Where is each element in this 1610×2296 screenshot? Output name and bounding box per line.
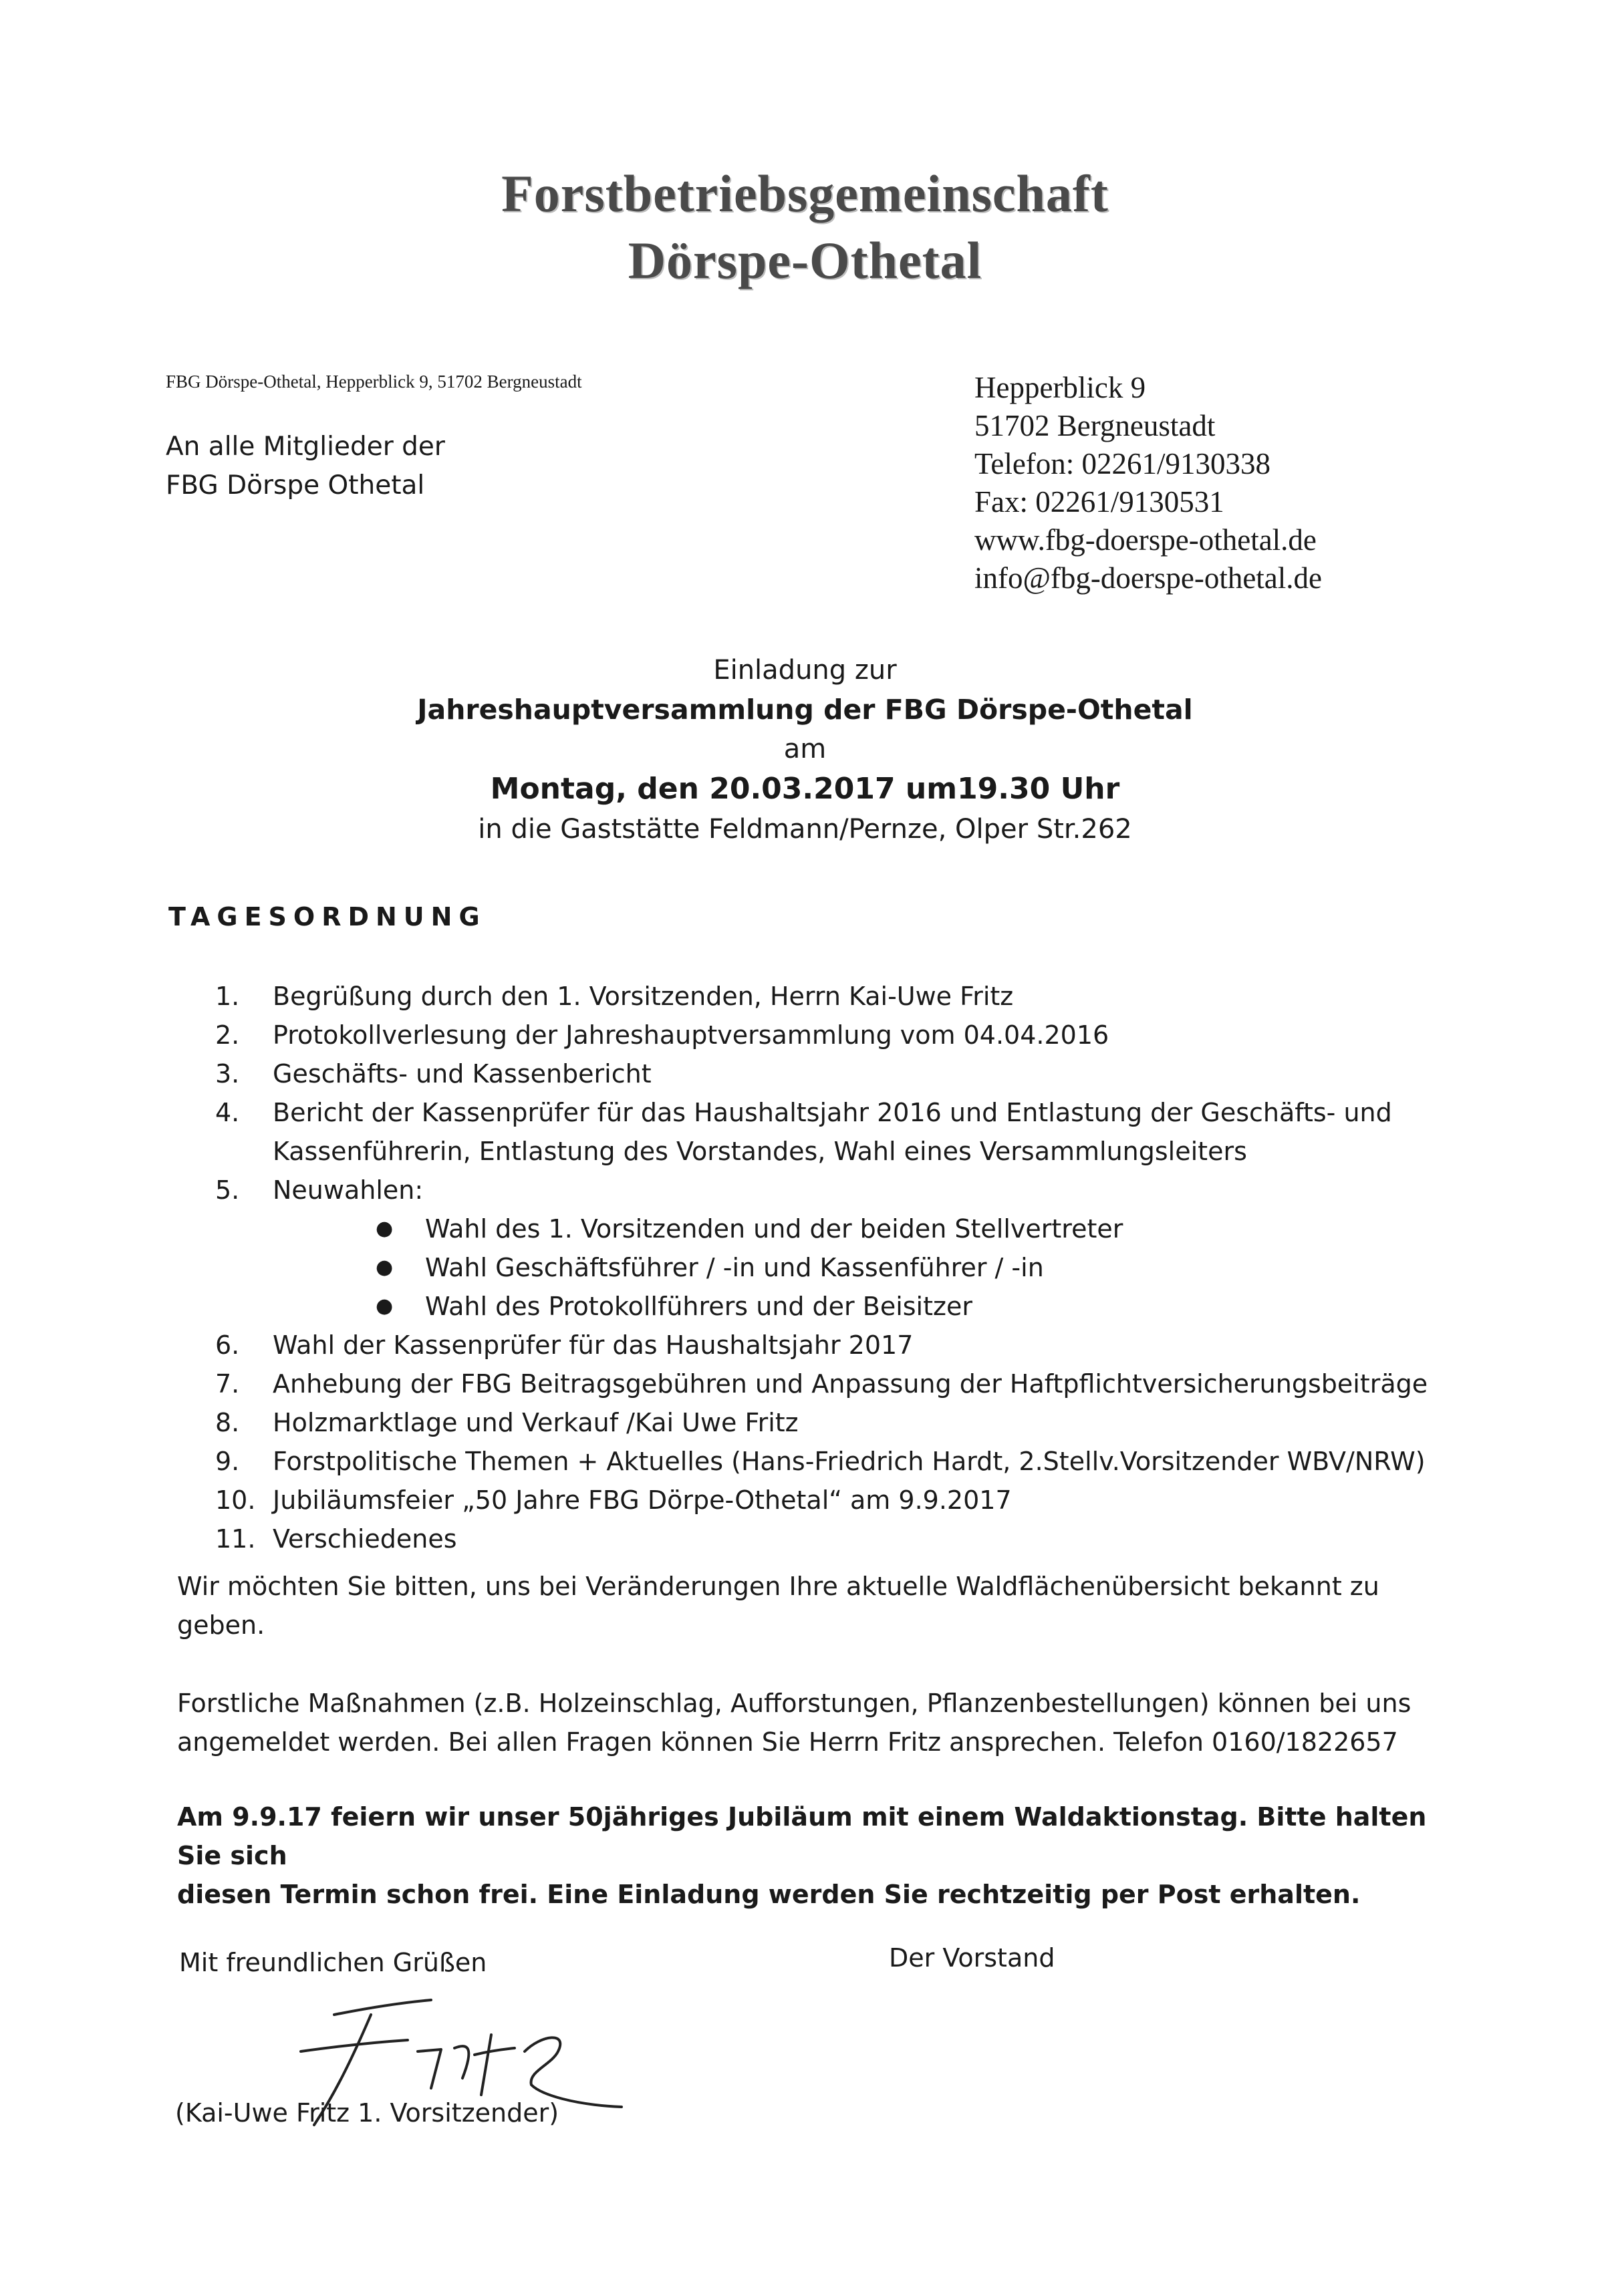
agenda-item-number: 5. <box>215 1175 240 1205</box>
sender-address-line: FBG Dörspe-Othetal, Hepperblick 9, 51702 Bergneustadt <box>166 372 582 392</box>
agenda-item-text: Neuwahlen: <box>273 1175 424 1205</box>
agenda-item-number: 8. <box>215 1408 240 1437</box>
agenda-item-number: 6. <box>215 1330 240 1360</box>
paragraph-line: Wir möchten Sie bitten, uns bei Veränderungen Ihre aktuelle Waldflächenübersicht bekannt zu <box>177 1572 1379 1601</box>
agenda-subitem-text: Wahl des 1. Vorsitzenden und der beiden Stellvertreter <box>425 1214 1123 1244</box>
invitation-title: Jahreshauptversammlung der FBG Dörspe-Othetal <box>417 694 1193 726</box>
board-label: Der Vorstand <box>889 1943 1055 1973</box>
recipient-line2: FBG Dörspe Othetal <box>166 470 425 500</box>
agenda-item-number: 10. <box>215 1485 256 1515</box>
agenda-item <box>215 1093 1428 1132</box>
agenda-item-text: Bericht der Kassenprüfer für das Haushaltsjahr 2016 und Entlastung der Geschäfts- und <box>273 1098 1392 1127</box>
contact-fax: Fax: 02261/9130531 <box>974 485 1224 519</box>
invitation-line3: am <box>783 734 827 764</box>
paragraph-line: Forstliche Maßnahmen (z.B. Holzeinschlag, Aufforstungen, Pflanzenbestellungen) können bei uns <box>177 1689 1412 1718</box>
agenda-item-text: Begrüßung durch den 1. Vorsitzenden, Herrn Kai-Uwe Fritz <box>273 982 1014 1011</box>
agenda-subitem <box>215 1287 1428 1326</box>
bullet-icon: ● <box>376 1217 394 1240</box>
contact-city: 51702 Bergneustadt <box>974 409 1216 442</box>
agenda-item-number: 2. <box>215 1020 240 1050</box>
agenda-item-text: Wahl der Kassenprüfer für das Haushaltsjahr 2017 <box>273 1330 914 1360</box>
agenda-item <box>215 1054 1428 1093</box>
contact-street: Hepperblick 9 <box>974 371 1146 404</box>
agenda-subitem <box>215 1248 1428 1287</box>
agenda-item-number: 4. <box>215 1098 240 1127</box>
agenda-list <box>215 977 1428 1558</box>
bullet-icon: ● <box>376 1256 394 1279</box>
recipient-line1: An alle Mitglieder der <box>166 432 445 462</box>
agenda-item-number: 7. <box>215 1369 240 1399</box>
contact-email: info@fbg-doerspe-othetal.de <box>974 561 1323 595</box>
agenda-item <box>215 1403 1428 1442</box>
agenda-item-text: Forstpolitische Themen + Aktuelles (Hans-Friedrich Hardt, 2.Stellv.Vorsitzender WBV/NRW) <box>273 1447 1426 1476</box>
agenda-item <box>215 1365 1428 1403</box>
invitation-date: Montag, den 20.03.2017 um19.30 Uhr <box>490 772 1120 806</box>
agenda-item-text: Verschiedenes <box>273 1524 457 1554</box>
agenda-item <box>215 1171 1428 1209</box>
agenda-subitem <box>215 1209 1428 1248</box>
agenda-item-text: Anhebung der FBG Beitragsgebühren und Anpassung der Haftpflichtversicherungsbeiträge <box>273 1369 1428 1399</box>
agenda-item-continuation: Kassenführerin, Entlastung des Vorstandes, Wahl eines Versammlungsleiters <box>273 1137 1247 1166</box>
paragraph-anniversary <box>177 1798 1447 1914</box>
agenda-item <box>215 977 1428 1016</box>
agenda-item-text: Geschäfts- und Kassenbericht <box>273 1059 652 1089</box>
agenda-item-number: 3. <box>215 1059 240 1089</box>
paragraph-line: angemeldet werden. Bei allen Fragen können Sie Herrn Fritz ansprechen. Telefon 0160/1822657 <box>177 1727 1398 1757</box>
paragraph-forest-area <box>177 1567 1447 1644</box>
paragraph-forestry-measures <box>177 1684 1447 1761</box>
contact-phone: Telefon: 02261/9130338 <box>974 447 1271 480</box>
agenda-item <box>215 1016 1428 1054</box>
letterhead-title-line2: Dörspe-Othetal <box>628 231 982 289</box>
paragraph-line: diesen Termin schon frei. Eine Einladung werden Sie rechtzeitig per Post erhalten. <box>177 1880 1361 1909</box>
agenda-item-text: Jubiläumsfeier „50 Jahre FBG Dörpe-Othetal“ am 9.9.2017 <box>273 1485 1012 1515</box>
signer-name: (Kai-Uwe Fritz 1. Vorsitzender) <box>175 2098 559 2128</box>
bullet-icon: ● <box>376 1294 394 1318</box>
agenda-item <box>215 1481 1428 1520</box>
agenda-item-number: 11. <box>215 1524 256 1554</box>
agenda-item-text: Holzmarktlage und Verkauf /Kai Uwe Fritz <box>273 1408 799 1437</box>
recipient-block <box>166 428 445 505</box>
agenda-item-number: 9. <box>215 1447 240 1476</box>
agenda-subitem-text: Wahl Geschäftsführer / -in und Kassenführer / -in <box>425 1253 1044 1282</box>
agenda-item <box>215 1442 1428 1481</box>
closing-greeting: Mit freundlichen Grüßen <box>179 1948 487 1977</box>
paragraph-line: Am 9.9.17 feiern wir unser 50jähriges Jubiläum mit einem Waldaktionstag. Bitte halten Sie sich <box>177 1802 1427 1870</box>
invitation-venue: in die Gaststätte Feldmann/Pernze, Olper Str.262 <box>478 814 1132 845</box>
agenda-item <box>215 1520 1428 1558</box>
agenda-item-number: 1. <box>215 982 240 1011</box>
contact-block <box>974 369 1322 597</box>
paragraph-line: geben. <box>177 1610 265 1640</box>
agenda-heading: TAGESORDNUNG <box>168 902 487 931</box>
agenda-item <box>215 1326 1428 1365</box>
agenda-subitem-text: Wahl des Protokollführers und der Beisitzer <box>425 1292 972 1321</box>
letterhead-title-line1: Forstbetriebsgemeinschaft <box>501 164 1109 223</box>
contact-website: www.fbg-doerspe-othetal.de <box>974 523 1317 557</box>
agenda-item-text: Protokollverlesung der Jahreshauptversammlung vom 04.04.2016 <box>273 1020 1109 1050</box>
invitation-line1: Einladung zur <box>713 655 897 686</box>
